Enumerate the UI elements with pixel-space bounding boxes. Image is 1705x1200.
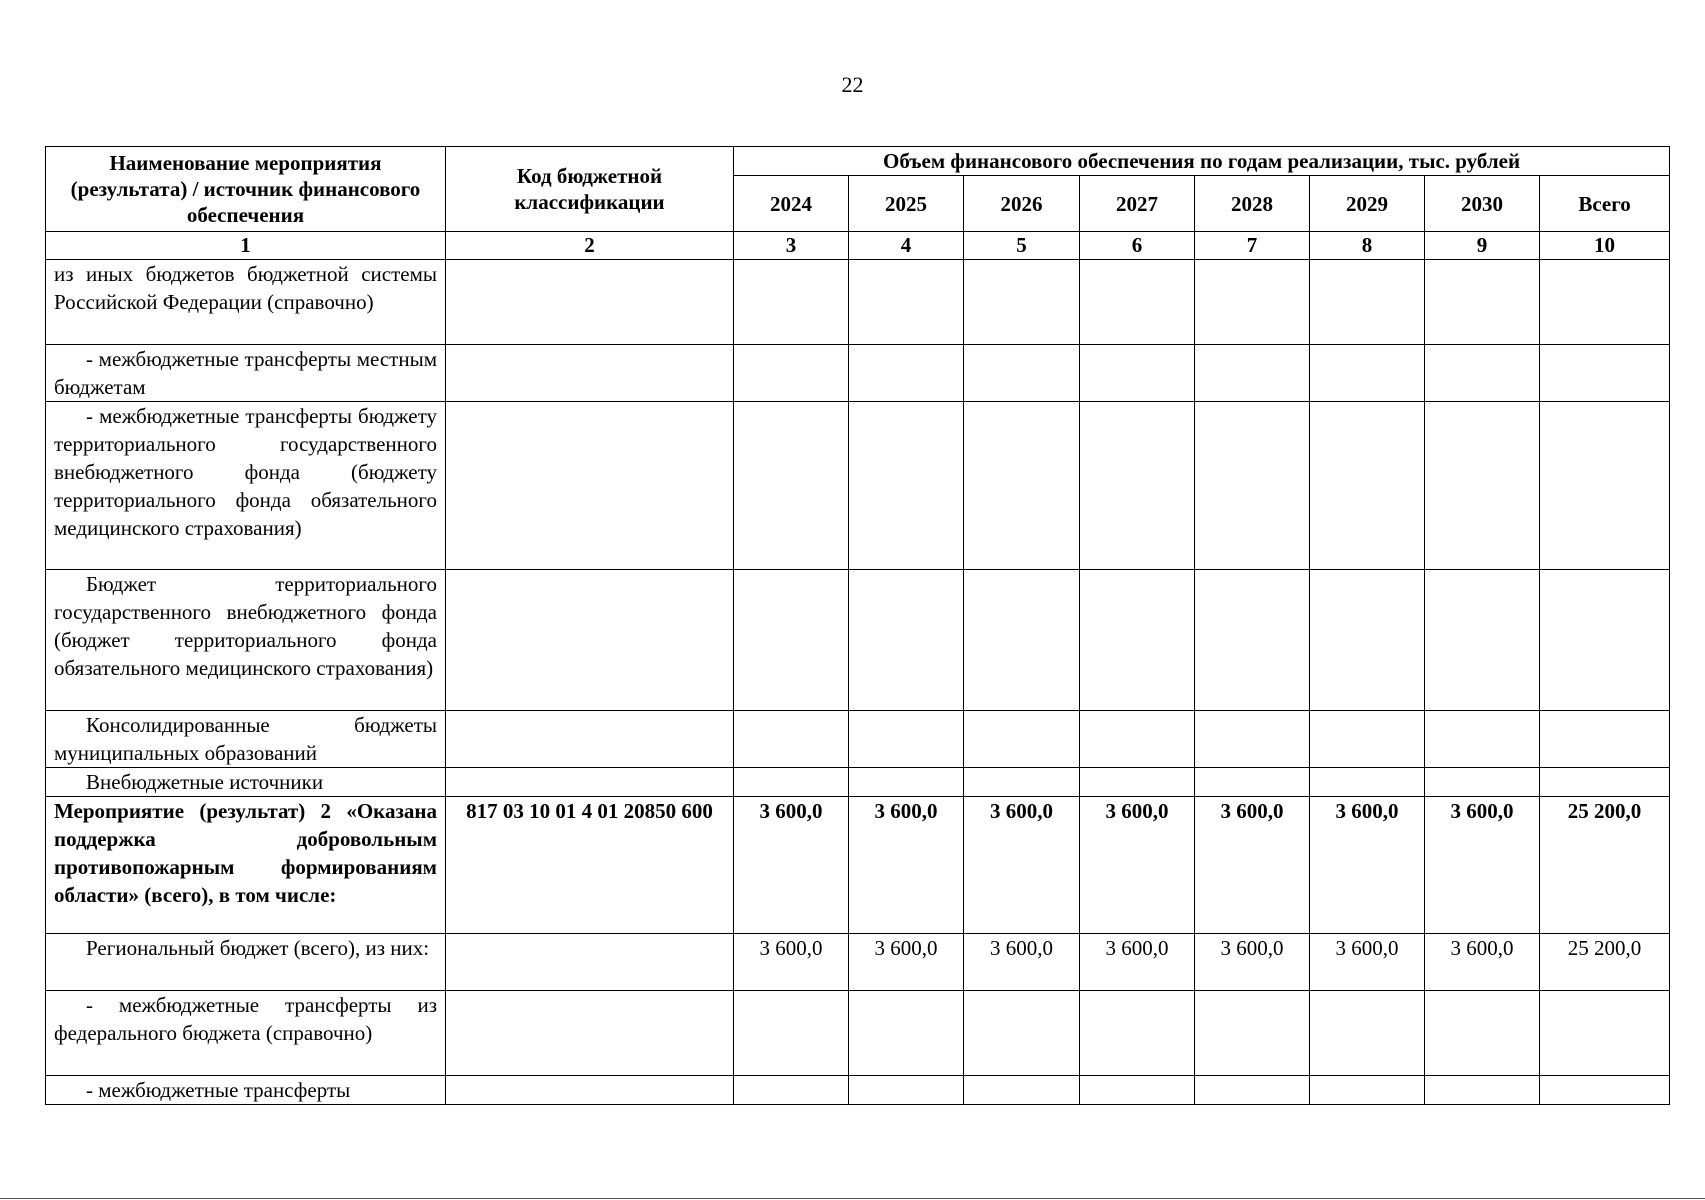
row-code (446, 768, 734, 797)
row-name: - межбюджетные трансферты местным бюджетам (46, 345, 446, 402)
header-code: Код бюджетной классификации (446, 147, 734, 232)
row-value: 3 600,0 (1425, 797, 1540, 934)
row-value: 3 600,0 (1080, 797, 1195, 934)
header-year: 2028 (1195, 176, 1310, 232)
table-row (46, 260, 1670, 345)
row-value (849, 1076, 964, 1105)
row-value (1425, 768, 1540, 797)
row-value (1310, 711, 1425, 768)
row-code (446, 991, 734, 1076)
table-row (46, 345, 1670, 402)
row-total (1540, 345, 1670, 402)
row-value (1195, 711, 1310, 768)
row-value: 3 600,0 (1310, 934, 1425, 991)
row-value (849, 991, 964, 1076)
row-value (964, 1076, 1080, 1105)
row-value: 3 600,0 (1195, 797, 1310, 934)
row-value (1195, 570, 1310, 711)
row-name: Мероприятие (результат) 2 «Оказана поддержка добровольным противопожарным формированиям области» (всего), в том числе: (46, 797, 446, 934)
row-value (1310, 345, 1425, 402)
row-value (1425, 711, 1540, 768)
header-name: Наименование мероприятия (результата) / источник финансового обеспечения (46, 147, 446, 232)
header-year: 2029 (1310, 176, 1425, 232)
row-value (1080, 991, 1195, 1076)
page-number: 22 (841, 72, 864, 97)
column-index: 6 (1080, 232, 1195, 260)
row-value (1195, 1076, 1310, 1105)
row-value: 3 600,0 (734, 934, 849, 991)
row-value (1310, 768, 1425, 797)
row-value (1425, 260, 1540, 345)
header-year: 2025 (849, 176, 964, 232)
row-name: из иных бюджетов бюджетной системы Российской Федерации (справочно) (46, 260, 446, 345)
row-value: 3 600,0 (964, 934, 1080, 991)
row-value (1080, 711, 1195, 768)
row-value (964, 570, 1080, 711)
row-value (849, 570, 964, 711)
row-value (1310, 570, 1425, 711)
row-value (1310, 260, 1425, 345)
row-value: 3 600,0 (1310, 797, 1425, 934)
row-value (849, 260, 964, 345)
row-value (734, 402, 849, 570)
row-total (1540, 991, 1670, 1076)
row-value (964, 402, 1080, 570)
row-code (446, 711, 734, 768)
column-index-row (46, 232, 1670, 260)
scan-edge-divider (0, 1198, 1705, 1199)
row-value (1425, 402, 1540, 570)
row-name: - межбюджетные трансферты бюджету территориального государственного внебюджетного фонда (бюджету территориального фонда обязательного медицинского страхования) (46, 402, 446, 570)
row-value (964, 768, 1080, 797)
row-value (1310, 402, 1425, 570)
row-code (446, 934, 734, 991)
table-row (46, 768, 1670, 797)
header-total: Всего (1540, 176, 1670, 232)
row-value (1425, 345, 1540, 402)
row-value (964, 345, 1080, 402)
row-value (1080, 570, 1195, 711)
column-index: 4 (849, 232, 964, 260)
row-value (1080, 402, 1195, 570)
row-value (734, 768, 849, 797)
row-value (734, 260, 849, 345)
row-code (446, 402, 734, 570)
row-value (1080, 345, 1195, 402)
table-row (46, 1076, 1670, 1105)
row-name: Внебюджетные источники (46, 768, 446, 797)
row-value (1310, 1076, 1425, 1105)
row-value (849, 402, 964, 570)
row-value (734, 711, 849, 768)
column-index: 10 (1540, 232, 1670, 260)
row-value (1195, 260, 1310, 345)
row-value: 3 600,0 (849, 934, 964, 991)
column-index: 7 (1195, 232, 1310, 260)
table-row (46, 991, 1670, 1076)
header-year: 2026 (964, 176, 1080, 232)
header-row (46, 147, 1670, 176)
column-index: 5 (964, 232, 1080, 260)
row-value (1425, 1076, 1540, 1105)
row-value (1195, 768, 1310, 797)
column-index: 2 (446, 232, 734, 260)
row-value (849, 345, 964, 402)
row-value: 3 600,0 (1195, 934, 1310, 991)
row-total (1540, 711, 1670, 768)
row-value (964, 711, 1080, 768)
table-row (46, 711, 1670, 768)
row-value (734, 991, 849, 1076)
row-total (1540, 402, 1670, 570)
row-total: 25 200,0 (1540, 797, 1670, 934)
financing-table (45, 146, 1670, 1105)
table-row (46, 934, 1670, 991)
column-index: 9 (1425, 232, 1540, 260)
column-index: 3 (734, 232, 849, 260)
row-value (1195, 991, 1310, 1076)
row-code (446, 1076, 734, 1105)
row-value: 3 600,0 (1425, 934, 1540, 991)
header-volume: Объем финансового обеспечения по годам реализации, тыс. рублей (734, 147, 1670, 176)
row-name: Региональный бюджет (всего), из них: (46, 934, 446, 991)
row-value: 3 600,0 (734, 797, 849, 934)
row-value (1425, 570, 1540, 711)
table-row (46, 570, 1670, 711)
row-total (1540, 1076, 1670, 1105)
row-value (1310, 991, 1425, 1076)
row-value (734, 345, 849, 402)
table-row (46, 402, 1670, 570)
row-total (1540, 768, 1670, 797)
row-code (446, 570, 734, 711)
header-year: 2030 (1425, 176, 1540, 232)
row-value (849, 711, 964, 768)
row-value (1080, 260, 1195, 345)
row-value (964, 991, 1080, 1076)
row-value (1195, 402, 1310, 570)
row-value (964, 260, 1080, 345)
header-year: 2024 (734, 176, 849, 232)
row-total (1540, 260, 1670, 345)
row-value (1080, 1076, 1195, 1105)
column-index: 8 (1310, 232, 1425, 260)
row-value: 3 600,0 (849, 797, 964, 934)
row-name: Бюджет территориального государственного внебюджетного фонда (бюджет территориального фонда обязательного медицинского страхования) (46, 570, 446, 711)
row-value (734, 570, 849, 711)
row-value (1195, 345, 1310, 402)
row-total (1540, 570, 1670, 711)
table-row-event (46, 797, 1670, 934)
row-code (446, 260, 734, 345)
row-name: Консолидированные бюджеты муниципальных образований (46, 711, 446, 768)
row-value: 3 600,0 (964, 797, 1080, 934)
row-code: 817 03 10 01 4 01 20850 600 (446, 797, 734, 934)
row-code (446, 345, 734, 402)
header-year: 2027 (1080, 176, 1195, 232)
row-name: - межбюджетные трансферты (46, 1076, 446, 1105)
row-value: 3 600,0 (1080, 934, 1195, 991)
row-value (734, 1076, 849, 1105)
row-total: 25 200,0 (1540, 934, 1670, 991)
row-name: - межбюджетные трансферты из федерального бюджета (справочно) (46, 991, 446, 1076)
row-value (849, 768, 964, 797)
row-value (1425, 991, 1540, 1076)
row-value (1080, 768, 1195, 797)
column-index: 1 (46, 232, 446, 260)
